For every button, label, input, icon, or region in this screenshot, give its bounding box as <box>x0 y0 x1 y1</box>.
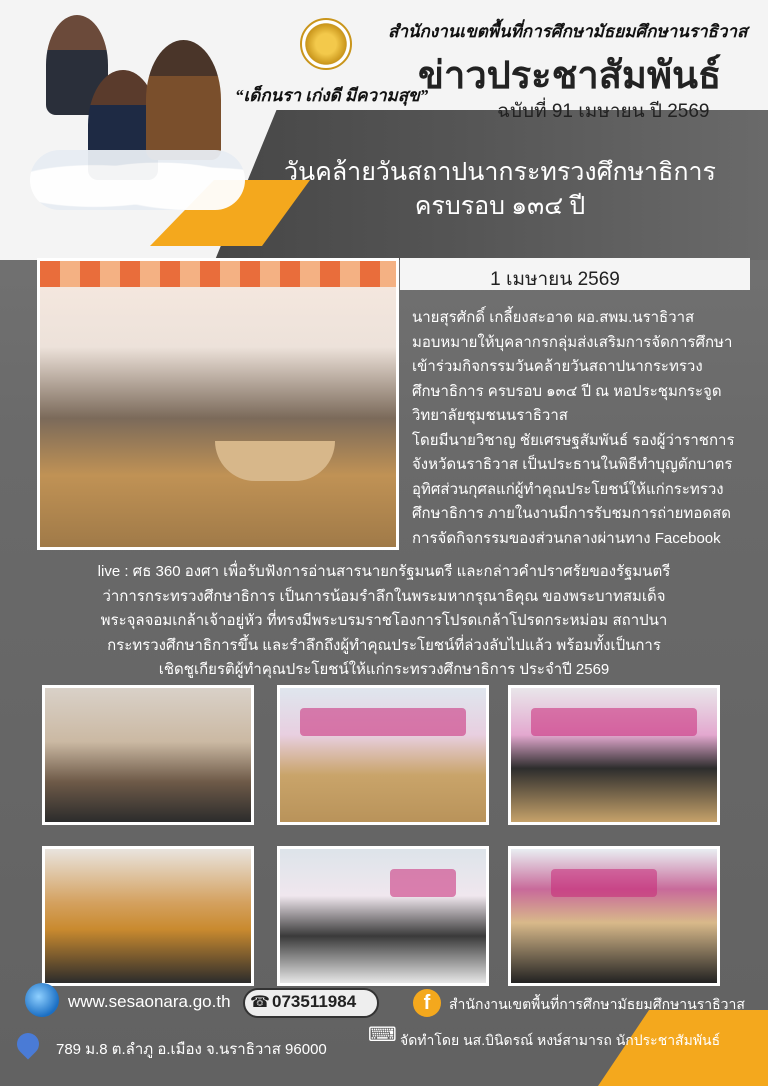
body-line: ศึกษาธิการ ครบรอบ ๑๓๔ ปี ณ หอประชุมกระจูด <box>412 382 722 400</box>
facebook-icon: f <box>413 989 441 1017</box>
gallery-photo-6 <box>508 846 720 986</box>
body-line: ศึกษาธิการ ภายในงานมีการรับชมการถ่ายทอดสด <box>412 505 731 522</box>
website-link[interactable]: www.sesaonara.go.th <box>68 992 231 1011</box>
slogan: “เด็กนรา เก่งดี มีความสุข” <box>235 86 429 105</box>
article-title-line1: วันคล้ายวันสถาปนากระทรวงศึกษาธิการ <box>284 159 716 186</box>
body-line: ว่าการกระทรวงศึกษาธิการ เป็นการน้อมรำลึกในพระมหากรุณาธิคุณ ของพระบาทสมเด็จ <box>102 587 666 605</box>
cloud-decoration <box>30 150 245 210</box>
body-line: โดยมีนายวิชาญ ชัยเศรษฐสัมพันธ์ รองผู้ว่าราชการ <box>412 431 735 449</box>
article-body-right <box>412 306 757 551</box>
newsletter-headline: ข่าวประชาสัมพันธ์ <box>418 55 722 97</box>
body-line: อุทิศส่วนกุศลแก่ผู้ทำคุณประโยชน์ให้แก่กระทรวง <box>412 480 724 498</box>
phone-icon: ☎ <box>250 992 270 1011</box>
office-logo <box>300 18 352 70</box>
phone-number[interactable]: 073511984 <box>272 992 357 1011</box>
body-line: พระจุลจอมเกล้าเจ้าอยู่หัว ที่ทรงมีพระบรมราชโองการโปรดเกล้าโปรดกระหม่อม สถาปนา <box>100 612 668 629</box>
body-line: กระทรวงศึกษาธิการขึ้น และรำลึกถึงผู้ทำคุณประโยชน์ที่ล่วงลับไปแล้ว พร้อมทั้งเป็นการ <box>107 636 661 654</box>
credit-line: จัดทำโดย นส.บินิดรณ์ หงษ์สามารถ นักประชาสัมพันธ์ <box>400 1032 721 1048</box>
issue-number: ฉบับที่ 91 เมษายน ปี 2569 <box>497 101 710 122</box>
gallery-photo-3 <box>508 685 720 825</box>
article-body-full <box>28 560 740 683</box>
address: 789 ม.8 ต.ลำภู อ.เมือง จ.นราธิวาส 96000 <box>56 1041 327 1058</box>
gallery-photo-1 <box>42 685 254 825</box>
body-line: live : ศธ 360 องศา เพื่อรับฟังการอ่านสารนายกรัฐมนตรี และกล่าวคำปราศรัยของรัฐมนตรี <box>97 563 671 580</box>
globe-icon <box>25 983 59 1017</box>
office-name: สำนักงานเขตพื้นที่การศึกษามัธยมศึกษานราธิวาส <box>388 22 748 41</box>
gallery-photo-5 <box>277 846 489 986</box>
body-line: การจัดกิจกรรมของส่วนกลางผ่านทาง Facebook <box>412 529 721 547</box>
body-line: เชิดชูเกียรติผู้ทำคุณประโยชน์ให้แก่กระทรวงศึกษาธิการ ประจำปี 2569 <box>158 661 610 678</box>
body-line: จังหวัดนราธิวาส เป็นประธานในพิธีทำบุญตักบาตร <box>412 456 733 473</box>
article-title-line2: ครบรอบ ๑๓๔ ปี <box>414 193 586 220</box>
gallery-photo-2 <box>277 685 489 825</box>
gallery-photo-4 <box>42 846 254 986</box>
body-line: นายสุรศักดิ์ เกลี้ยงสะอาด ผอ.สพม.นราธิวาส <box>412 309 695 326</box>
body-line: วิทยาลัยชุมชนนราธิวาส <box>412 407 568 424</box>
office-desk-icon: ⌨ <box>368 1022 397 1046</box>
facebook-page-name[interactable]: สำนักงานเขตพื้นที่การศึกษามัธยมศึกษานราธิวาส <box>449 996 745 1012</box>
body-line: เข้าร่วมกิจกรรมวันคล้ายวันสถาปนากระทรวง <box>412 358 703 375</box>
main-event-photo <box>37 258 399 550</box>
article-date: 1 เมษายน 2569 <box>490 269 620 290</box>
body-line: มอบหมายให้บุคลากรกลุ่มส่งเสริมการจัดการศึกษา <box>412 333 733 351</box>
